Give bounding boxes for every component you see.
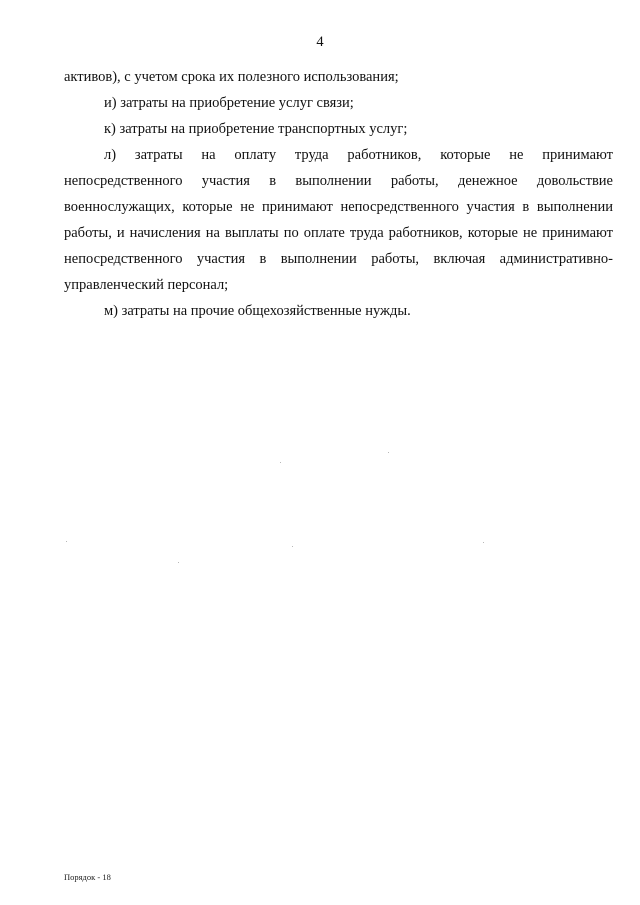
paragraph-continuation: активов), с учетом срока их полезного использования;: [64, 69, 399, 85]
footer-label: Порядок - 18: [64, 872, 111, 882]
scan-speck: [66, 541, 67, 542]
scan-speck: [292, 546, 293, 547]
page-number: 4: [316, 34, 324, 50]
document-body: [64, 64, 613, 324]
paragraph-item-i: и) затраты на приобретение услуг связи;: [104, 95, 354, 111]
paragraph-item-m: м) затраты на прочие общехозяйственные нужды.: [104, 303, 411, 319]
scan-speck: [178, 562, 179, 563]
scan-speck: [483, 542, 484, 543]
paragraph-item-l: л) затраты на оплату труда работников, которые не принимают непосредственного участия в выполнении работы, денежное довольствие военнослужащих, которые не принимают непосредственного участия в выполнении работы, и начисления на выплаты по оплате труда работников, которые не принимают непосредственного участия в выполнении работы, включая административно-управленческий персонал;: [64, 147, 613, 293]
scan-speck: [388, 452, 389, 453]
paragraph-item-k: к) затраты на приобретение транспортных услуг;: [104, 121, 408, 137]
scan-speck: [280, 462, 281, 463]
